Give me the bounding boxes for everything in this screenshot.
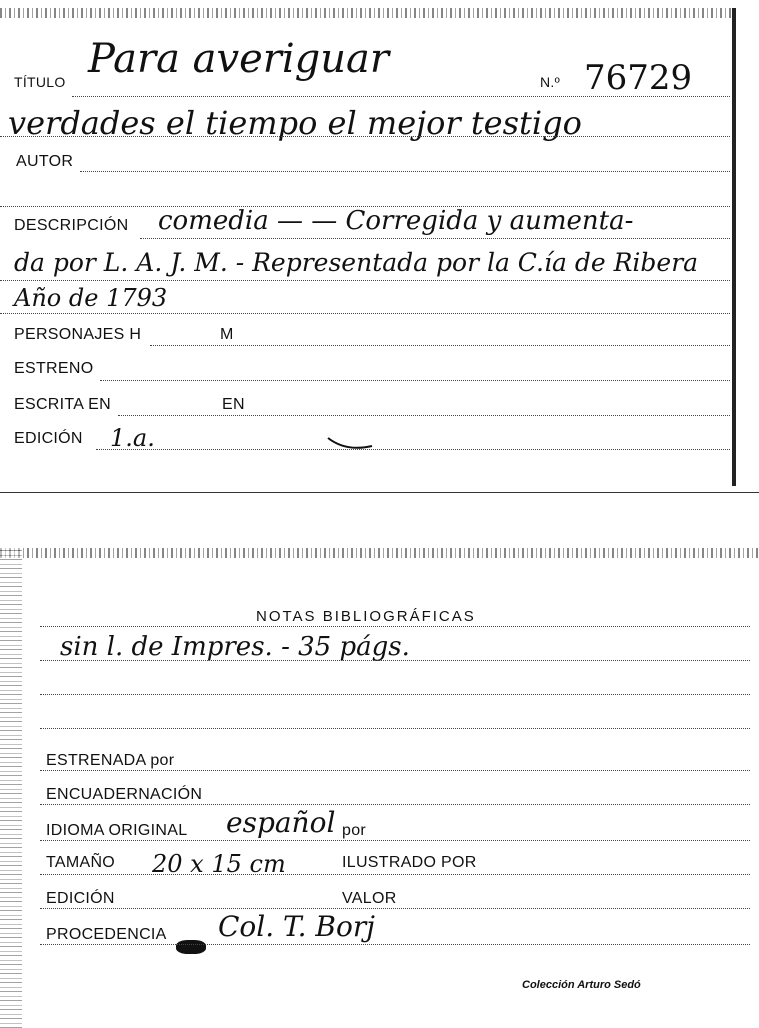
- notas-value: sin l. de Impres. - 35 págs.: [60, 632, 410, 662]
- descripcion-underline-3: [0, 313, 730, 314]
- descripcion-label: DESCRIPCIÓN: [14, 217, 129, 234]
- edicion-back-line: [40, 908, 750, 909]
- notas-line-3: [40, 694, 750, 695]
- numero-label: N.º: [540, 74, 561, 90]
- edicion-line: [96, 449, 730, 450]
- ilustrado-label: ILUSTRADO POR: [342, 854, 477, 871]
- titulo-label: TÍTULO: [14, 74, 66, 90]
- personajes-label: PERSONAJES H: [14, 326, 142, 343]
- descripcion-line1: comedia — — Corregida y aumenta-: [158, 206, 634, 236]
- idioma-label: IDIOMA ORIGINAL: [46, 822, 188, 839]
- autor-line: [80, 171, 730, 172]
- encuadernacion-line: [40, 804, 750, 805]
- estreno-line: [100, 380, 730, 381]
- titulo-value: Para averiguar: [88, 36, 390, 82]
- idioma-por-label: por: [342, 822, 367, 839]
- card-right-edge: [732, 8, 736, 486]
- estrenada-label: ESTRENADA por: [46, 752, 175, 769]
- titulo-continuation: verdades el tiempo el mejor testigo: [8, 104, 582, 142]
- catalog-card-front: [0, 8, 736, 486]
- descripcion-underline-2: [0, 280, 730, 281]
- autor-label: AUTOR: [16, 153, 74, 170]
- card-left-edge: [0, 548, 22, 1028]
- idioma-value: español: [226, 806, 336, 839]
- escrita-line: [118, 415, 730, 416]
- descripcion-underline-1: [140, 238, 730, 239]
- escrita-label: ESCRITA EN: [14, 396, 111, 413]
- escrita-en-label: EN: [222, 396, 245, 413]
- titulo-line-2: [0, 136, 730, 137]
- notas-title: NOTAS BIBLIOGRÁFICAS: [256, 608, 476, 625]
- procedencia-label: PROCEDENCIA: [46, 926, 167, 943]
- estrenada-line: [40, 770, 750, 771]
- edicion-back-label: EDICIÓN: [46, 890, 115, 907]
- edicion-value: 1.a.: [110, 424, 155, 452]
- collection-footer: Colección Arturo Sedó: [522, 979, 641, 991]
- catalog-card-back: [0, 548, 759, 1028]
- card-separator: [0, 492, 759, 493]
- numero-value: 76729: [584, 58, 693, 98]
- personajes-line: [150, 345, 730, 346]
- tamano-line: [40, 874, 750, 875]
- estreno-label: ESTRENO: [14, 360, 94, 377]
- edicion-label: EDICIÓN: [14, 430, 83, 447]
- tamano-value: 20 x 15 cm: [152, 850, 286, 878]
- titulo-line: [72, 96, 730, 97]
- card-top-edge: [0, 8, 736, 18]
- ink-mark-icon: [326, 430, 376, 456]
- valor-label: VALOR: [342, 890, 397, 907]
- descripcion-line2: da por L. A. J. M. - Representada por la C.ía de Ribera: [14, 248, 699, 277]
- mujeres-label: M: [220, 326, 234, 343]
- idioma-line: [40, 840, 750, 841]
- procedencia-line: [40, 944, 750, 945]
- notas-line-1: [40, 626, 750, 627]
- descripcion-line3: Año de 1793: [14, 284, 168, 312]
- card-top-edge: [0, 548, 759, 558]
- notas-line-2: [40, 660, 750, 661]
- ink-smudge: [176, 940, 206, 954]
- procedencia-value: Col. T. Borj: [218, 910, 375, 943]
- notas-line-4: [40, 728, 750, 729]
- encuadernacion-label: ENCUADERNACIÓN: [46, 786, 203, 803]
- tamano-label: TAMAÑO: [46, 854, 116, 871]
